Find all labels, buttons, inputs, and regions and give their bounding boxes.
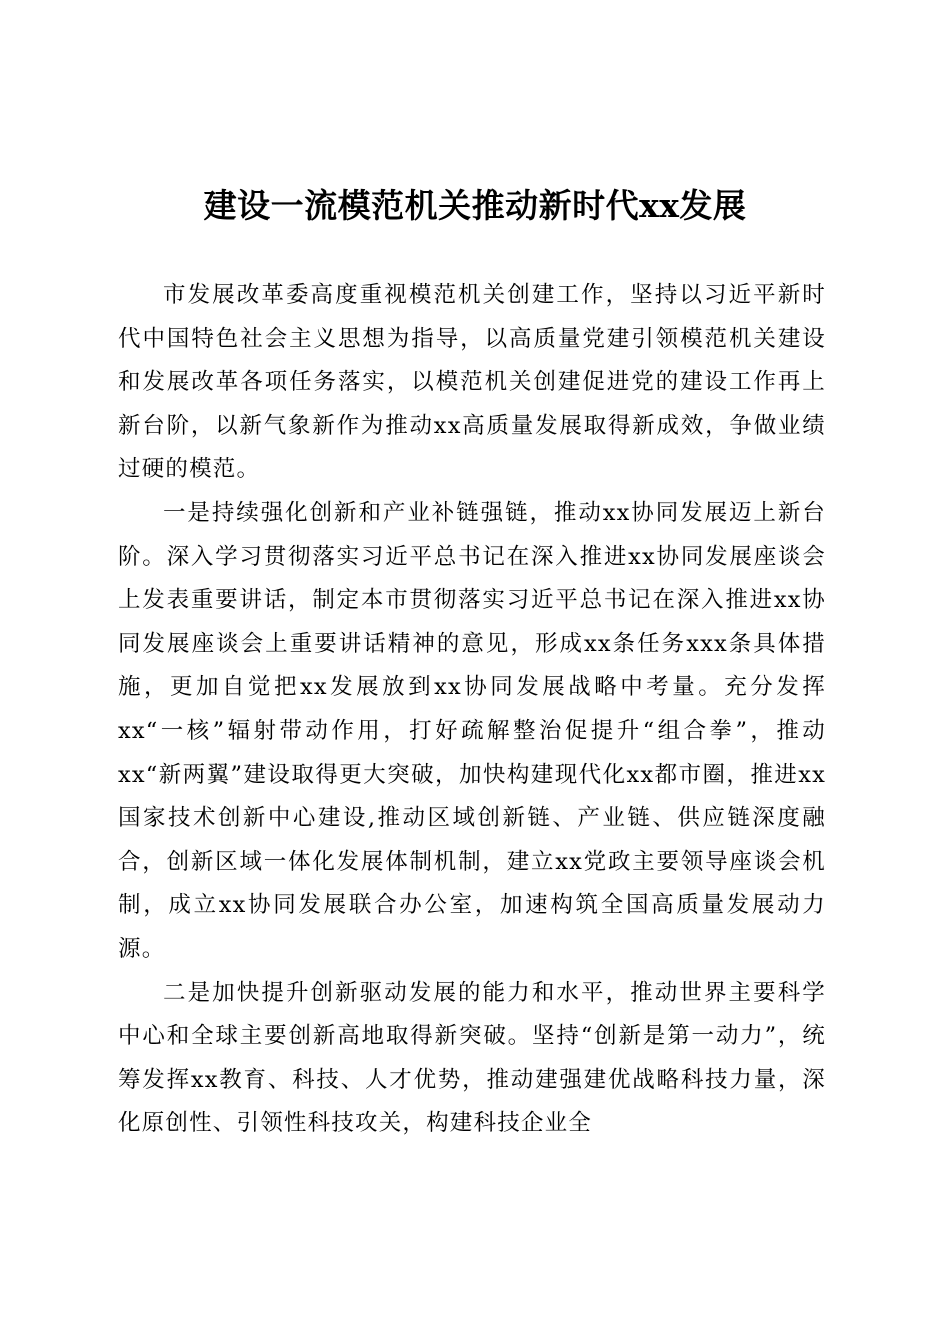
paragraph-point-one: 一是持续强化创新和产业补链强链，推动xx协同发展迈上新台阶。深入学习贯彻落实习近平总书记在深入推进xx协同发展座谈会上发表重要讲话，制定本市贯彻落实习近平总书记在深入推进xx协同发展座谈会上重要讲话精神的意见，形成xx条任务xxx条具体措施，更加自觉把xx发展放到xx协同发展战略中考量。充分发挥xx“一核”辐射带动作用，打好疏解整治促提升“组合拳”，推动xx“新两翼”建设取得更大突破，加快构建现代化xx都市圈，推进xx国家技术创新中心建设,推动区域创新链、产业链、供应链深度融合，创新区域一体化发展体制机制，建立xx党政主要领导座谈会机制，成立xx协同发展联合办公室，加速构筑全国高质量发展动力源。 (118, 499, 826, 962)
document-body (118, 274, 826, 1146)
paragraph-intro: 市发展改革委高度重视模范机关创建工作，坚持以习近平新时代中国特色社会主义思想为指导，以高质量党建引领模范机关建设和发展改革各项任务落实，以模范机关创建促进党的建设工作再上新台阶，以新气象新作为推动xx高质量发展取得新成效，争做业绩过硬的模范。 (118, 282, 826, 483)
paragraph-point-two: 二是加快提升创新驱动发展的能力和水平，推动世界主要科学中心和全球主要创新高地取得新突破。坚持“创新是第一动力”，统筹发挥xx教育、科技、人才优势，推动建强建优战略科技力量，深化原创性、引领性科技攻关，构建科技企业全 (118, 979, 826, 1137)
document-title: 建设一流模范机关推动新时代xx发展 (203, 186, 747, 225)
